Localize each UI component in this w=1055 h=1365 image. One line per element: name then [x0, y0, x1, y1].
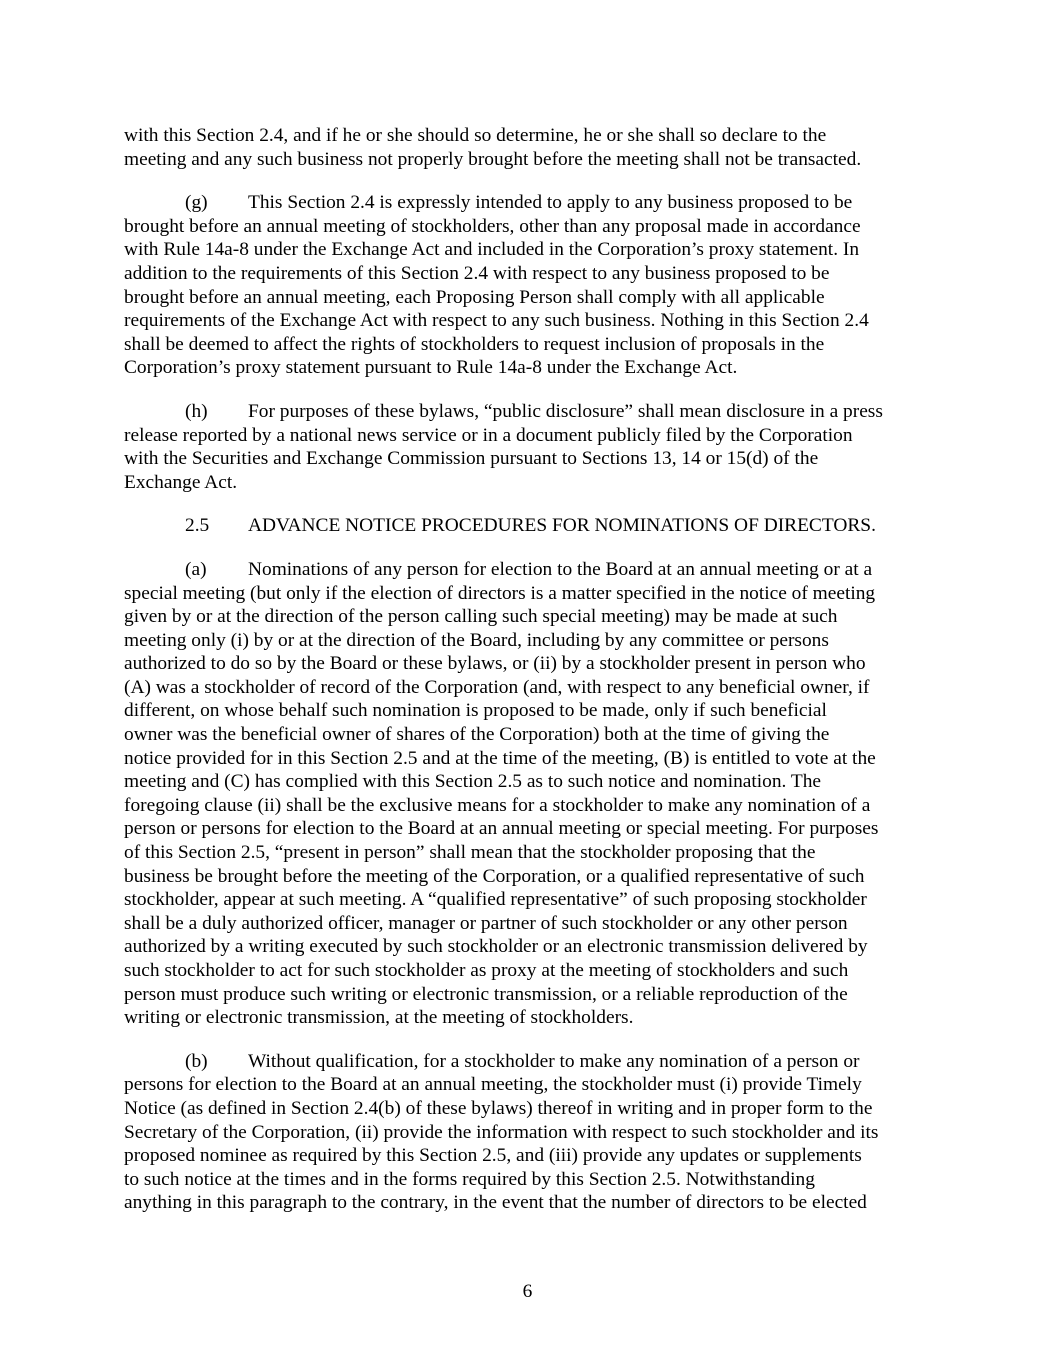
text-line: (a) Nominations of any person for election to the Board at an annual meeting or at a — [185, 558, 873, 580]
text-line: with Rule 14a-8 under the Exchange Act and included in the Corporation’s proxy statement. In — [124, 239, 860, 261]
text-line: meeting and any such business not properly brought before the meeting shall not be transacted. — [124, 148, 862, 170]
text-line: special meeting (but only if the election of directors is a matter specified in the notice of meeting — [124, 582, 876, 604]
text-line: person must produce such writing or electronic transmission, or a reliable reproduction of the — [124, 983, 848, 1005]
text-line: given by or at the direction of the person calling such special meeting) may be made at such — [124, 606, 838, 628]
text-line: Secretary of the Corporation, (ii) provide the information with respect to such stockholder and its — [124, 1121, 879, 1143]
text-line: with this Section 2.4, and if he or she should so determine, he or she shall so declare to the — [124, 125, 827, 146]
text-line: addition to the requirements of this Section 2.4 with respect to any business proposed to be — [124, 262, 830, 284]
text-line: authorized by a writing executed by such stockholder or an electronic transmission delivered by — [124, 936, 868, 958]
text-line: shall be a duly authorized officer, manager or partner of such stockholder or any other person — [124, 912, 848, 934]
text-line: business be brought before the meeting of the Corporation, or a qualified representative of such — [124, 865, 865, 887]
text-line: such stockholder to act for such stockholder as proxy at the meeting of stockholders and such — [124, 960, 849, 981]
paragraph-marker: (a) — [185, 558, 207, 580]
text-line: Corporation’s proxy statement pursuant to Rule 14a-8 under the Exchange Act. — [124, 357, 738, 379]
text-line: persons for election to the Board at an annual meeting, the stockholder must (i) provide Timely — [124, 1074, 862, 1096]
paragraph-marker: (h) — [185, 400, 208, 422]
text-line: proposed nominee as required by this Section 2.5, and (iii) provide any updates or supplements — [124, 1145, 862, 1167]
paragraph-marker: (g) — [185, 192, 208, 214]
text-line: requirements of the Exchange Act with respect to any such business. Nothing in this Section 2.4 — [124, 310, 869, 332]
text-line: foregoing clause (ii) shall be the exclusive means for a stockholder to make any nomination of a — [124, 794, 871, 816]
section-number: 2.5 — [185, 515, 210, 537]
text-line: different, on whose behalf such nomination is proposed to be made, only if such beneficial — [124, 700, 827, 722]
text-line: release reported by a national news service or in a document publicly filed by the Corporation — [124, 424, 853, 446]
text-line: anything in this paragraph to the contrary, in the event that the number of directors to be elected — [124, 1192, 867, 1214]
text-line: to such notice at the times and in the forms required by this Section 2.5. Notwithstanding — [124, 1168, 815, 1190]
document-body — [124, 124, 936, 1235]
text-line: writing or electronic transmission, at the meeting of stockholders. — [124, 1007, 634, 1029]
text-line: stockholder, appear at such meeting. A “qualified representative” of such proposing stockholder — [124, 889, 867, 911]
text-line: (b) Without qualification, for a stockholder to make any nomination of a person or — [185, 1050, 860, 1072]
text-line: person or persons for election to the Board at an annual meeting or special meeting. For purposes — [124, 818, 879, 840]
paragraph-a — [124, 558, 936, 1030]
paragraph-b — [124, 1050, 936, 1215]
text-line: shall be deemed to affect the rights of stockholders to request inclusion of proposals in the — [124, 333, 825, 355]
text-line: with the Securities and Exchange Commission pursuant to Sections 13, 14 or 15(d) of the — [124, 448, 819, 470]
section-heading-2-5 — [124, 514, 936, 538]
page-number: 6 — [522, 1281, 533, 1302]
text-line: brought before an annual meeting, each Proposing Person shall comply with all applicable — [124, 286, 825, 308]
paragraph-h — [124, 400, 936, 494]
text-line: notice provided for in this Section 2.5 and at the time of the meeting, (B) is entitled to vote at the — [124, 747, 876, 769]
text-line: (g) This Section 2.4 is expressly intended to apply to any business proposed to be — [185, 192, 853, 214]
text-line: authorized to do so by the Board or these bylaws, or (ii) by a stockholder present in person who — [124, 653, 866, 675]
text-line: Notice (as defined in Section 2.4(b) of these bylaws) thereof in writing and in proper form to the — [124, 1097, 873, 1119]
paragraph-continuation — [124, 124, 936, 171]
text-line: brought before an annual meeting of stockholders, other than any proposal made in accordance — [124, 215, 861, 237]
paragraph-g — [124, 191, 936, 380]
text-line: owner was the beneficial owner of shares of the Corporation) both at the time of giving the — [124, 724, 830, 746]
text-line: (h) For purposes of these bylaws, “public disclosure” shall mean disclosure in a press — [185, 400, 883, 422]
text-line: of this Section 2.5, “present in person” shall mean that the stockholder proposing that the — [124, 842, 816, 864]
text-line: 2.5 ADVANCE NOTICE PROCEDURES FOR NOMINATIONS OF DIRECTORS. — [185, 515, 876, 537]
text-line: (A) was a stockholder of record of the Corporation (and, with respect to any beneficial owner, if — [124, 676, 870, 698]
text-line: Exchange Act. — [124, 471, 238, 493]
paragraph-marker: (b) — [185, 1050, 208, 1072]
text-line: meeting and (C) has complied with this Section 2.5 as to such notice and nomination. The — [124, 771, 822, 793]
text-line: meeting only (i) by or at the direction of the Board, including by any committee or persons — [124, 629, 829, 651]
